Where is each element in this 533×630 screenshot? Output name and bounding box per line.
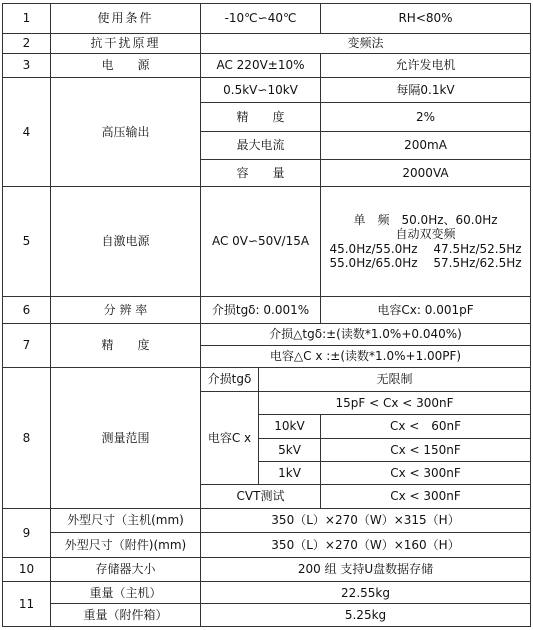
spec-table bbox=[2, 3, 531, 627]
table-row bbox=[3, 604, 531, 627]
row-number: 1 bbox=[3, 4, 51, 34]
item-label: 分 辨 率 bbox=[51, 297, 201, 323]
value-cell: 最大电流 bbox=[201, 132, 321, 159]
table-row bbox=[3, 187, 531, 297]
frequency-line: 单 频 50.0Hz、60.0Hz bbox=[353, 212, 498, 227]
table-row bbox=[3, 368, 531, 391]
table-row bbox=[3, 53, 531, 77]
item-label: 抗干扰原理 bbox=[51, 33, 201, 53]
value-cell: 350（L）×270（W）×160（H） bbox=[201, 533, 531, 557]
value-cell: 350（L）×270（W）×315（H） bbox=[201, 508, 531, 532]
item-label: 外型尺寸（附件)(mm) bbox=[51, 533, 201, 557]
value-cell: Cx < 150nF bbox=[321, 438, 531, 461]
table-row bbox=[3, 297, 531, 323]
value-cell: 22.55kg bbox=[201, 582, 531, 604]
value-cell: 每隔0.1kV bbox=[321, 78, 531, 102]
item-label: 电 源 bbox=[51, 53, 201, 77]
value-cell: AC 0V∽50V/15A bbox=[201, 187, 321, 297]
value-cell: 电容△C x :±(读数*1.0%+1.00PF) bbox=[201, 345, 531, 367]
value-cell: 0.5kV∽10kV bbox=[201, 78, 321, 102]
table-row bbox=[3, 78, 531, 102]
table-row bbox=[3, 323, 531, 345]
voltage-cell: 5kV bbox=[259, 438, 321, 461]
row-number: 5 bbox=[3, 187, 51, 297]
value-cell: 2000VA bbox=[321, 159, 531, 186]
item-label: 自激电源 bbox=[51, 187, 201, 297]
value-cell: 容 量 bbox=[201, 159, 321, 186]
item-label: 存储器大小 bbox=[51, 557, 201, 581]
frequency-line: 自动双变频 bbox=[395, 227, 456, 242]
row-number: 8 bbox=[3, 368, 51, 508]
row-number: 11 bbox=[3, 582, 51, 627]
item-label: 测量范围 bbox=[51, 368, 201, 508]
row-number: 10 bbox=[3, 557, 51, 581]
item-label: 重量（主机） bbox=[51, 582, 201, 604]
value-cell: Cx < 300nF bbox=[321, 485, 531, 508]
value-cell: RH<80% bbox=[321, 4, 531, 34]
value-cell: 允许发电机 bbox=[321, 53, 531, 77]
table-row bbox=[3, 557, 531, 581]
value-cell: 15pF < Cx < 300nF bbox=[259, 391, 531, 414]
table-row bbox=[3, 508, 531, 532]
frequency-line: 55.0Hz/65.0Hz 57.5Hz/62.5Hz bbox=[329, 256, 522, 271]
value-cell: 变频法 bbox=[201, 33, 531, 53]
row-number: 7 bbox=[3, 323, 51, 368]
table-row bbox=[3, 533, 531, 557]
value-cell: 5.25kg bbox=[201, 604, 531, 627]
value-cell: 2% bbox=[321, 102, 531, 132]
table-row bbox=[3, 33, 531, 53]
value-cell: 精 度 bbox=[201, 102, 321, 132]
value-cell: AC 220V±10% bbox=[201, 53, 321, 77]
voltage-cell: 1kV bbox=[259, 462, 321, 485]
sub-label: 电容C x bbox=[201, 391, 259, 485]
row-number: 4 bbox=[3, 78, 51, 187]
item-label: 使用条件 bbox=[51, 4, 201, 34]
value-cell: 电容Cx: 0.001pF bbox=[321, 297, 531, 323]
value-cell: 介损tgδ: 0.001% bbox=[201, 297, 321, 323]
item-label: 重量（附件箱） bbox=[51, 604, 201, 627]
value-cell: 介损△tgδ:±(读数*1.0%+0.040%) bbox=[201, 323, 531, 345]
table-row bbox=[3, 582, 531, 604]
voltage-cell: 10kV bbox=[259, 415, 321, 438]
value-cell: 无限制 bbox=[259, 368, 531, 391]
row-number: 6 bbox=[3, 297, 51, 323]
value-cell: Cx < 300nF bbox=[321, 462, 531, 485]
frequency-line: 45.0Hz/55.0Hz 47.5Hz/52.5Hz bbox=[329, 241, 522, 256]
row-number: 2 bbox=[3, 33, 51, 53]
table-row bbox=[3, 4, 531, 34]
value-cell: 200 组 支持U盘数据存储 bbox=[201, 557, 531, 581]
value-cell: 200mA bbox=[321, 132, 531, 159]
item-label: 高压输出 bbox=[51, 78, 201, 187]
item-label: 精 度 bbox=[51, 323, 201, 368]
value-cell: -10℃∽40℃ bbox=[201, 4, 321, 34]
row-number: 9 bbox=[3, 508, 51, 557]
sub-label: 介损tgδ bbox=[201, 368, 259, 391]
value-cell: Cx < 60nF bbox=[321, 415, 531, 438]
sub-label: CVT测试 bbox=[201, 485, 321, 508]
row-number: 3 bbox=[3, 53, 51, 77]
item-label: 外型尺寸（主机(mm) bbox=[51, 508, 201, 532]
frequency-cell bbox=[321, 187, 531, 297]
